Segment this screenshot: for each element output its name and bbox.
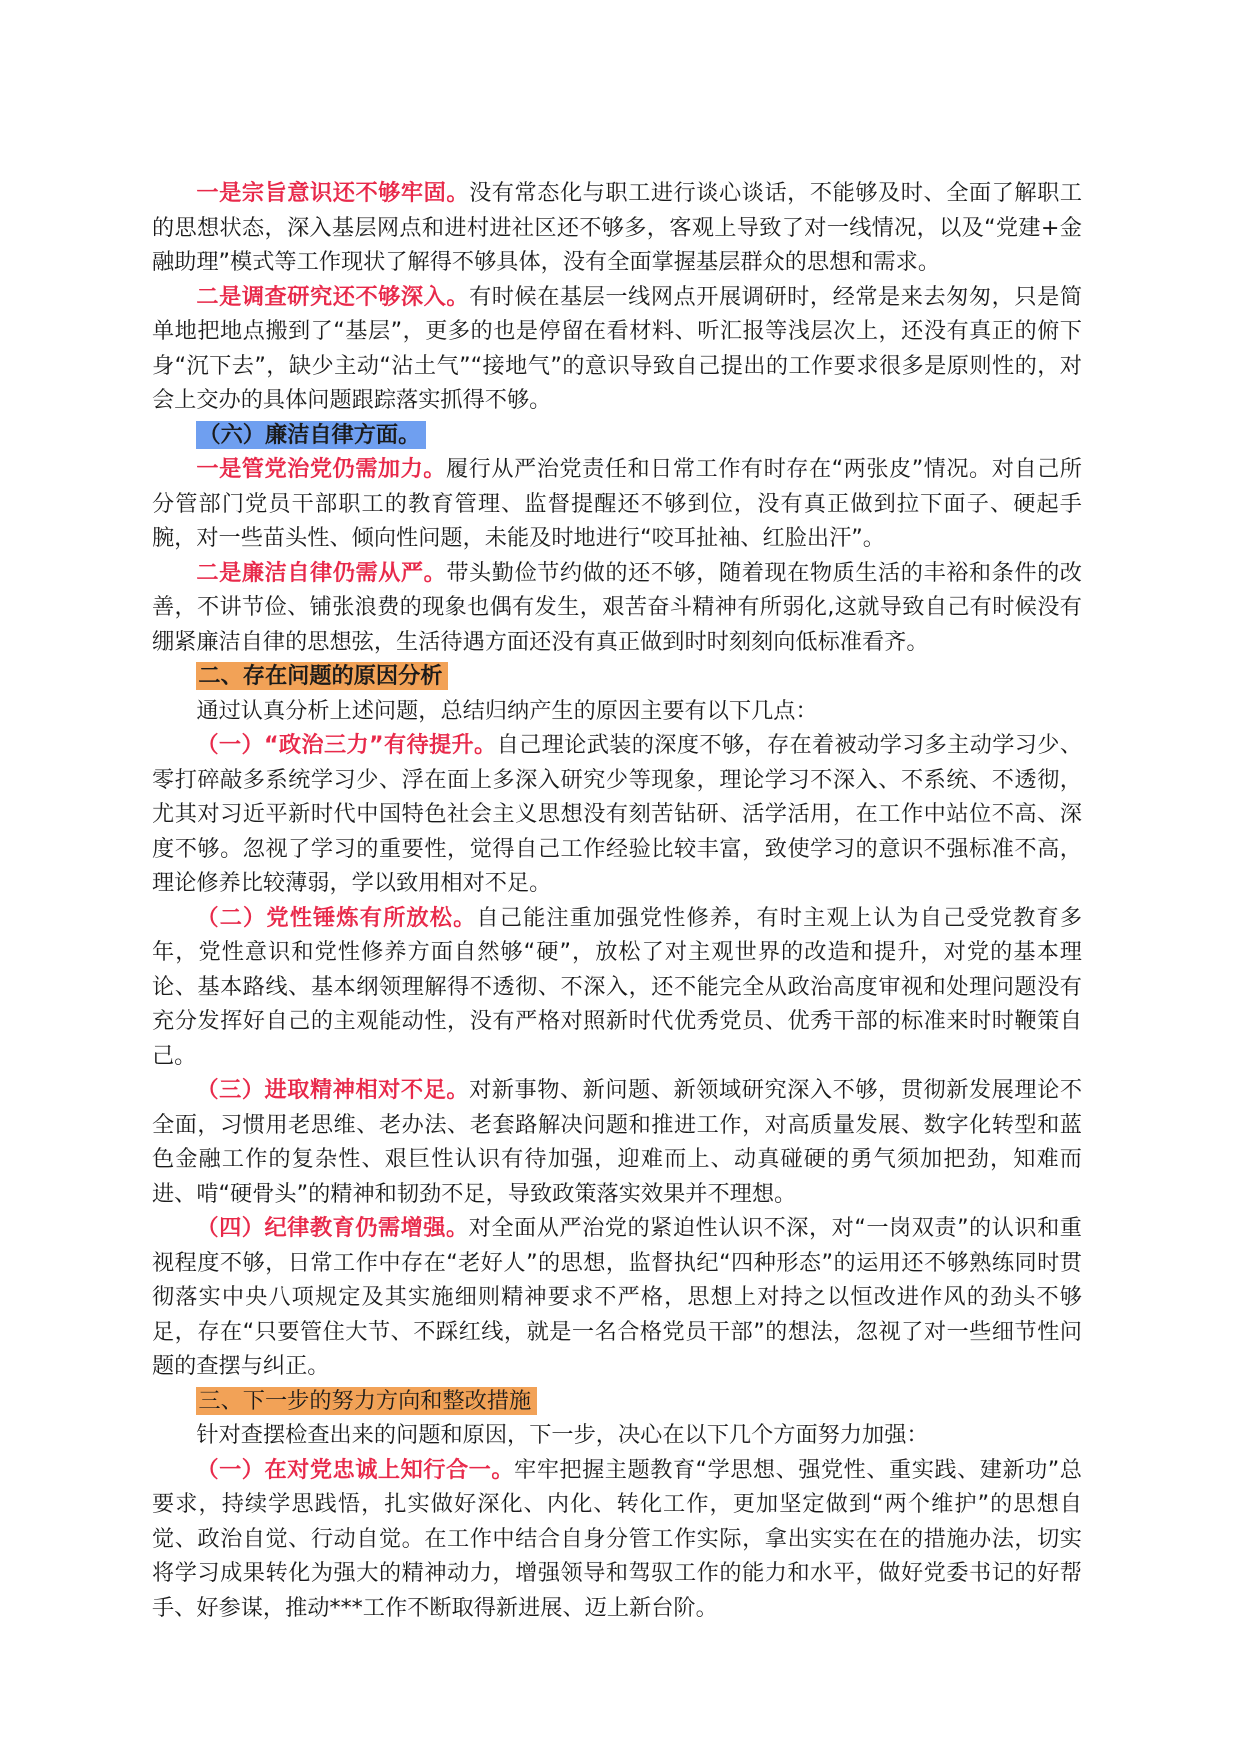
- paragraph-research: [152, 280, 1082, 418]
- paragraph-lead: 一是宗旨意识还不够牢固。: [196, 180, 470, 206]
- subsection-heading-integrity: [152, 418, 1082, 453]
- paragraph-lead: 一是管党治党仍需加力。: [196, 456, 446, 482]
- paragraph-purpose-awareness: [152, 176, 1082, 280]
- section-heading-next-steps: [152, 1384, 1082, 1419]
- paragraph-lead: （一）“政治三力”有待提升。: [196, 732, 497, 758]
- section-heading-text: 三、下一步的努力方向和整改措施: [196, 1387, 537, 1415]
- subsection-heading-text: （六）廉洁自律方面。: [196, 421, 426, 449]
- paragraph-lead: （一）在对党忠诚上知行合一。: [196, 1456, 515, 1483]
- paragraph-text: 牢牢把握主题教育“学思想、强党性、重实践、建新功”总要求，持续学思践悟，扎实做好深化、内化、转化工作，更加坚定做到“两个维护”的思想自觉、政治自觉、行动自觉。在工作中结合自身分管工作实际，拿出实实在在的措施办法，切实将学习成果转化为强大的精神动力，增强领导和驾驭工作的能力和水平，做好党委书记的好帮手、好参谋，推动***工作不断取得新进展、迈上新台阶。: [152, 1456, 1082, 1621]
- paragraph-text: 自己能注重加强党性修养，有时主观上认为自己受党教育多年，党性意识和党性修养方面自然够“硬”，放松了对主观世界的改造和提升，对党的基本理论、基本路线、基本纲领理解得不透彻、不深入，还不能完全从政治高度审视和处理问题没有充分发挥好自己的主观能动性，没有严格对照新时代优秀党员、优秀干部的标准来时时鞭策自己。: [152, 904, 1083, 1069]
- section-heading-text: 二、存在问题的原因分析: [196, 662, 448, 690]
- paragraph-lead: （三）进取精神相对不足。: [196, 1077, 470, 1103]
- paragraph-discipline-education: [152, 1211, 1082, 1384]
- paragraph-party-governance: [152, 452, 1082, 556]
- paragraph-text: 没有常态化与职工进行谈心谈话，不能够及时、全面了解职工的思想状态，深入基层网点和进村进社区还不够多，客观上导致了对一线情况，以及“党建+金融助理”模式等工作现状了解得不够具体，没有全面掌握基层群众的思想和需求。: [152, 180, 1083, 275]
- paragraph-text: 对新事物、新问题、新领域研究深入不够，贯彻新发展理论不全面，习惯用老思维、老办法、老套路解决问题和推进工作，对高质量发展、数字化转型和蓝色金融工作的复杂性、艰巨性认识有待加强，迎难而上、动真碰硬的勇气须加把劲，知难而进、啃“硬骨头”的精神和韧劲不足，导致政策落实效果并不理想。: [152, 1077, 1083, 1207]
- paragraph-text: 履行从严治党责任和日常工作有时存在“两张皮”情况。对自己所分管部门党员干部职工的教育管理、监督提醒还不够到位，没有真正做到拉下面子、硬起手腕，对一些苗头性、倾向性问题，未能及时地进行“咬耳扯袖、红脸出汗”。: [152, 456, 1082, 551]
- paragraph-intro-measures: [152, 1418, 1082, 1453]
- paragraph-political-ability: [152, 728, 1082, 901]
- paragraph-intro-causes: [152, 694, 1082, 729]
- paragraph-text: 自己理论武装的深度不够，存在着被动学习多主动学习少、零打碎敲多系统学习少、浮在面上多深入研究少等现象，理论学习不深入、不系统、不透彻，尤其对习近平新时代中国特色社会主义思想没有刻苦钻研、活学活用，在工作中站位不高、深度不够。忽视了学习的重要性，觉得自己工作经验比较丰富，致使学习的意识不强标准不高，理论修养比较薄弱，学以致用相对不足。: [152, 732, 1083, 896]
- paragraph-text: 对全面从严治党的紧迫性认识不深，对“一岗双责”的认识和重视程度不够，日常工作中存在“老好人”的思想，监督执纪“四种形态”的运用还不够熟练同时贯彻落实中央八项规定及其实施细则精神要求不严格，思想上对持之以恒改进作风的劲头不够足，存在“只要管住大节、不踩红线，就是一名合格党员干部”的想法，忽视了对一些细节性问题的查摆与纠正。: [152, 1215, 1082, 1379]
- section-heading-cause-analysis: [152, 659, 1082, 694]
- paragraph-text: 有时候在基层一线网点开展调研时，经常是来去匆匆，只是简单地把地点搬到了“基层”，更多的也是停留在看材料、听汇报等浅层次上，还没有真正的俯下身“沉下去”，缺少主动“沾土气”“接地气”的意识导致自己提出的工作要求很多是原则性的，对会上交办的具体问题跟踪落实抓得不够。: [152, 283, 1083, 413]
- paragraph-lead: 二是廉洁自律仍需从严。: [196, 559, 447, 586]
- paragraph-text: 通过认真分析上述问题，总结归纳产生的原因主要有以下几点：: [196, 697, 818, 724]
- paragraph-loyalty: [152, 1453, 1082, 1626]
- paragraph-self-discipline: [152, 556, 1082, 660]
- paragraph-lead: （四）纪律教育仍需增强。: [196, 1215, 469, 1241]
- paragraph-enterprising-spirit: [152, 1073, 1082, 1211]
- paragraph-lead: 二是调查研究还不够深入。: [196, 283, 470, 310]
- paragraph-text: 针对查摆检查出来的问题和原因，下一步，决心在以下几个方面努力加强：: [196, 1422, 929, 1448]
- paragraph-lead: （二）党性锤炼有所放松。: [196, 904, 477, 931]
- document-body: [152, 176, 1082, 1625]
- paragraph-text: 带头勤俭节约做的还不够，随着现在物质生活的丰裕和条件的改善，不讲节俭、铺张浪费的现象也偶有发生，艰苦奋斗精神有所弱化,这就导致自己有时候没有绷紧廉洁自律的思想弦，生活待遇方面还没有真正做到时时刻刻向低标准看齐。: [152, 559, 1082, 655]
- paragraph-party-spirit: [152, 901, 1082, 1074]
